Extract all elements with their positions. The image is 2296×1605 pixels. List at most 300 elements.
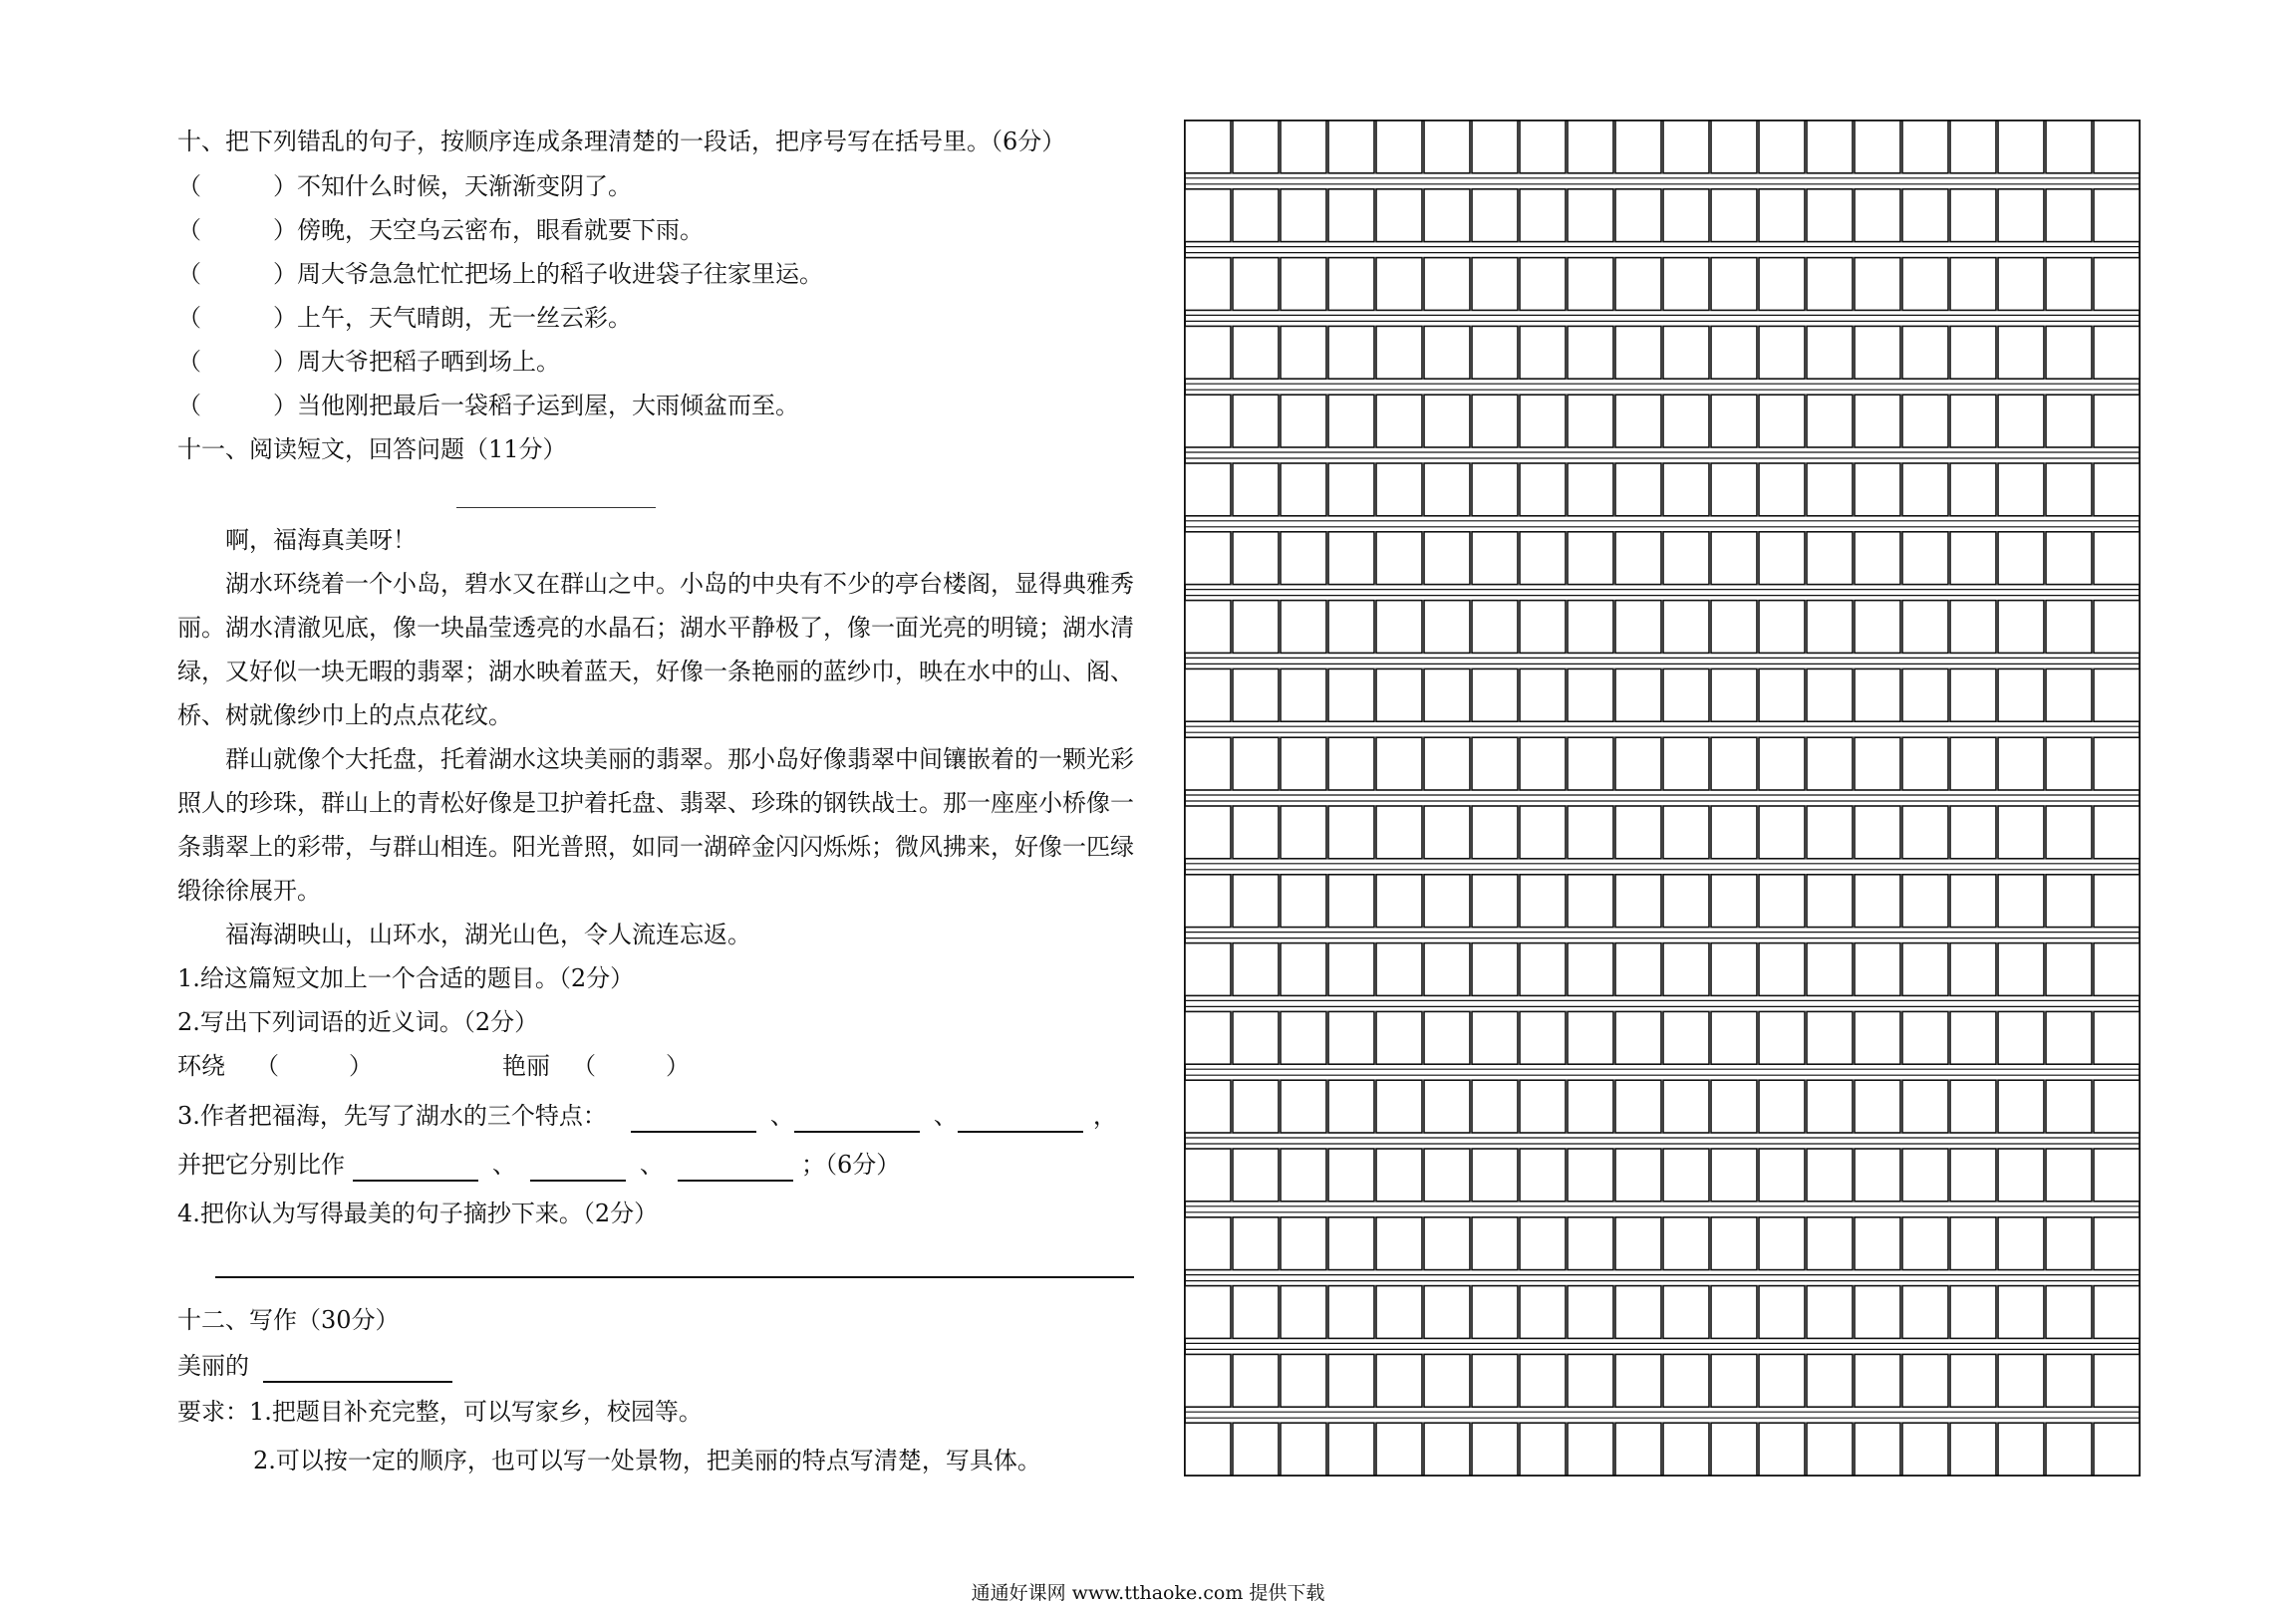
grid-cell: [1807, 1354, 1853, 1407]
grid-cell: [1185, 1011, 1231, 1064]
passage-paragraph-4: 福海湖映山，山环水，湖光山色，令人流连忘返。: [225, 921, 751, 948]
grid-cell: [1185, 326, 1231, 379]
section11-heading: 十一、阅读短文，回答问题（11分）: [177, 435, 567, 463]
grid-cell: [1759, 1011, 1805, 1064]
grid-cell: [1615, 875, 1661, 928]
grid-cell: [2046, 1217, 2092, 1270]
grid-cell: [1520, 258, 1566, 311]
grid-row: [1185, 875, 2140, 928]
grid-row: [1185, 806, 2140, 859]
grid-cell: [1281, 737, 1326, 790]
grid-cell: [1472, 943, 1518, 996]
grid-cell: [1902, 1149, 1948, 1202]
grid-cell: [1759, 395, 1805, 447]
grid-cell: [1233, 326, 1279, 379]
grid-cell: [1615, 1423, 1661, 1475]
grid-cell: [1520, 601, 1566, 654]
grid-cell: [1568, 395, 1613, 447]
metaphor-blank-3[interactable]: [678, 1154, 793, 1182]
feature-blank-3[interactable]: [958, 1105, 1083, 1133]
grid-cell: [1855, 1149, 1900, 1202]
grid-cell: [1663, 463, 1709, 516]
grid-cell: [2046, 669, 2092, 721]
grid-cell: [1902, 1080, 1948, 1133]
grid-cell: [1663, 121, 1709, 173]
grid-cell: [2046, 1149, 2092, 1202]
grid-cell: [1233, 121, 1279, 173]
grid-cell: [2046, 463, 2092, 516]
grid-cell: [1855, 463, 1900, 516]
grid-cell: [1568, 463, 1613, 516]
grid-cell: [1759, 326, 1805, 379]
grid-row: [1185, 1011, 2140, 1064]
grid-cell: [1328, 1149, 1374, 1202]
grid-cell: [1902, 806, 1948, 859]
grid-cell: [2046, 943, 2092, 996]
grid-cell: [1328, 1080, 1374, 1133]
grid-cell: [1902, 1011, 1948, 1064]
grid-cell: [1568, 1354, 1613, 1407]
grid-cell: [1424, 189, 1470, 242]
grid-cell: [1615, 601, 1661, 654]
grid-cell: [1376, 1423, 1422, 1475]
grid-cell: [1233, 1286, 1279, 1339]
grid-cell: [1233, 601, 1279, 654]
grid-cell: [1615, 1217, 1661, 1270]
grid-cell: [1615, 806, 1661, 859]
grid-cell: [1998, 121, 2044, 173]
feature-blank-2[interactable]: [794, 1105, 920, 1133]
grid-cell: [1759, 943, 1805, 996]
grid-cell: [1520, 1217, 1566, 1270]
grid-cell: [1615, 326, 1661, 379]
grid-cell: [1615, 532, 1661, 585]
grid-cell: [1998, 1217, 2044, 1270]
grid-cell: [1615, 1011, 1661, 1064]
grid-cell: [2094, 326, 2140, 379]
grid-cell: [2046, 1354, 2092, 1407]
grid-cell: [1472, 121, 1518, 173]
grid-cell: [1663, 258, 1709, 311]
passage-paragraph-3: 群山就像个大托盘，托着湖水这块美丽的翡翠。那小岛好像翡翠中间镶嵌着的一颗光彩照人的珍珠，群山上的青松好像是卫护着托盘、翡翠、珍珠的钢铁战士。那一座座小桥像一条翡翠上的彩带，与群山相连。阳光普照，如同一湖碎金闪闪烁烁；微风拂来，好像一匹绿缎徐徐展开。: [177, 745, 1134, 905]
grid-cell: [1281, 1354, 1326, 1407]
grid-cell: [1855, 326, 1900, 379]
writing-requirement-1: 要求：1.把题目补充完整，可以写家乡，校园等。: [177, 1398, 703, 1426]
grid-cell: [1807, 1286, 1853, 1339]
grid-cell: [1855, 532, 1900, 585]
grid-cell: [1902, 943, 1948, 996]
question-3-line-2: 并把它分别比作 、 、 ；（6分）: [177, 1148, 900, 1182]
grid-cell: [1424, 1149, 1470, 1202]
grid-cell: [1424, 943, 1470, 996]
grid-cell: [2094, 395, 2140, 447]
grid-cell: [1281, 1011, 1326, 1064]
grid-cell: [1950, 806, 1996, 859]
grid-cell: [1568, 189, 1613, 242]
metaphor-blank-2[interactable]: [530, 1154, 626, 1182]
grid-cell: [1472, 875, 1518, 928]
grid-cell: [1520, 1423, 1566, 1475]
grid-cell: [1472, 1149, 1518, 1202]
grid-cell: [1424, 601, 1470, 654]
grid-cell: [1998, 1423, 2044, 1475]
grid-cell: [2094, 463, 2140, 516]
grid-cell: [1568, 258, 1613, 311]
grid-cell: [1759, 737, 1805, 790]
grid-cell: [1807, 121, 1853, 173]
grid-cell: [1711, 875, 1757, 928]
grid-cell: [1328, 121, 1374, 173]
grid-cell: [1424, 1286, 1470, 1339]
grid-cell: [1520, 326, 1566, 379]
grid-cell: [1185, 669, 1231, 721]
grid-cell: [1376, 737, 1422, 790]
grid-cell: [2094, 737, 2140, 790]
grid-cell: [1855, 1080, 1900, 1133]
grid-cell: [1902, 1217, 1948, 1270]
grid-cell: [1711, 1080, 1757, 1133]
grid-cell: [1520, 1011, 1566, 1064]
grid-cell: [2046, 395, 2092, 447]
topic-blank[interactable]: [263, 1355, 452, 1383]
grid-cell: [1376, 395, 1422, 447]
grid-cell: [1950, 1149, 1996, 1202]
grid-cell: [1328, 1217, 1374, 1270]
grid-cell: [1711, 1011, 1757, 1064]
grid-cell: [1328, 601, 1374, 654]
grid-cell: [1807, 326, 1853, 379]
grid-cell: [1759, 875, 1805, 928]
grid-cell: [1950, 1286, 1996, 1339]
grid-cell: [1807, 806, 1853, 859]
grid-cell: [1568, 875, 1613, 928]
grid-cell: [1520, 737, 1566, 790]
grid-cell: [1759, 1286, 1805, 1339]
grid-cell: [1663, 669, 1709, 721]
grid-cell: [1950, 1354, 1996, 1407]
grid-cell: [1424, 1011, 1470, 1064]
grid-cell: [1855, 395, 1900, 447]
grid-cell: [1950, 1423, 1996, 1475]
grid-cell: [1520, 1286, 1566, 1339]
grid-cell: [1185, 601, 1231, 654]
grid-cell: [1759, 121, 1805, 173]
grid-cell: [1185, 395, 1231, 447]
grid-cell: [1950, 121, 1996, 173]
grid-cell: [1759, 1080, 1805, 1133]
grid-cell: [1663, 395, 1709, 447]
grid-cell: [1568, 1286, 1613, 1339]
grid-cell: [2094, 669, 2140, 721]
grid-cell: [1424, 806, 1470, 859]
grid-cell: [1711, 326, 1757, 379]
grid-cell: [1424, 395, 1470, 447]
grid-cell: [1376, 463, 1422, 516]
grid-cell: [1281, 601, 1326, 654]
grid-cell: [1615, 669, 1661, 721]
grid-cell: [1759, 1423, 1805, 1475]
grid-cell: [1950, 258, 1996, 311]
metaphor-blank-1[interactable]: [353, 1154, 478, 1182]
grid-cell: [1663, 943, 1709, 996]
grid-cell: [1950, 189, 1996, 242]
grid-cell: [1711, 943, 1757, 996]
grid-cell: [1233, 1423, 1279, 1475]
grid-cell: [1376, 326, 1422, 379]
grid-cell: [1711, 1286, 1757, 1339]
grid-cell: [1472, 1286, 1518, 1339]
question-3-line-1: 3.作者把福海，先写了湖水的三个特点： 、 、 ，: [177, 1099, 1117, 1133]
grid-cell: [1472, 601, 1518, 654]
grid-cell: [1281, 258, 1326, 311]
grid-cell: [1233, 1011, 1279, 1064]
grid-cell: [1376, 669, 1422, 721]
grid-cell: [2046, 532, 2092, 585]
grid-cell: [1902, 669, 1948, 721]
writing-topic: 美丽的: [177, 1349, 452, 1383]
grid-cell: [1281, 121, 1326, 173]
grid-cell: [1998, 326, 2044, 379]
grid-cell: [1376, 258, 1422, 311]
question-4-answer-line[interactable]: [215, 1276, 1134, 1278]
grid-row: [1185, 601, 2140, 654]
grid-cell: [1615, 1286, 1661, 1339]
grid-cell: [1520, 1080, 1566, 1133]
grid-cell: [1663, 1011, 1709, 1064]
grid-cell: [1520, 806, 1566, 859]
grid-cell: [1950, 737, 1996, 790]
grid-cell: [1759, 1149, 1805, 1202]
grid-cell: [1424, 463, 1470, 516]
grid-cell: [1233, 463, 1279, 516]
grid-cell: [1711, 737, 1757, 790]
grid-cell: [1520, 1354, 1566, 1407]
grid-cell: [1281, 189, 1326, 242]
grid-cell: [1807, 1149, 1853, 1202]
order-item-2: （ ）傍晚，天空乌云密布，眼看就要下雨。: [177, 216, 704, 244]
grid-cell: [1328, 1423, 1374, 1475]
grid-cell: [1520, 189, 1566, 242]
grid-cell: [1281, 1149, 1326, 1202]
grid-cell: [2046, 875, 2092, 928]
grid-cell: [1711, 189, 1757, 242]
grid-cell: [1520, 463, 1566, 516]
grid-cell: [1902, 258, 1948, 311]
grid-cell: [1950, 395, 1996, 447]
grid-cell: [1328, 189, 1374, 242]
grid-cell: [2094, 1423, 2140, 1475]
grid-cell: [1568, 1080, 1613, 1133]
grid-cell: [1902, 1423, 1948, 1475]
grid-cell: [1902, 532, 1948, 585]
grid-cell: [1185, 1217, 1231, 1270]
grid-cell: [2094, 1149, 2140, 1202]
grid-cell: [1855, 669, 1900, 721]
grid-cell: [1185, 258, 1231, 311]
grid-row: [1185, 463, 2140, 516]
grid-cell: [1568, 121, 1613, 173]
grid-cell: [1902, 463, 1948, 516]
grid-cell: [1759, 806, 1805, 859]
grid-cell: [1472, 326, 1518, 379]
grid-cell: [1568, 1011, 1613, 1064]
grid-cell: [2094, 532, 2140, 585]
grid-cell: [2094, 258, 2140, 311]
grid-cell: [1185, 1423, 1231, 1475]
grid-cell: [1520, 532, 1566, 585]
grid-cell: [1807, 1423, 1853, 1475]
grid-cell: [1281, 395, 1326, 447]
grid-cell: [1998, 532, 2044, 585]
grid-cell: [1855, 601, 1900, 654]
grid-cell: [1185, 875, 1231, 928]
footer-text: 通通好课网 www.tthaoke.com 提供下载: [971, 1582, 1325, 1604]
grid-cell: [1711, 532, 1757, 585]
grid-cell: [1807, 189, 1853, 242]
grid-cell: [1759, 1354, 1805, 1407]
grid-cell: [2046, 1011, 2092, 1064]
grid-cell: [1855, 1423, 1900, 1475]
grid-cell: [1472, 532, 1518, 585]
grid-cell: [1663, 1080, 1709, 1133]
grid-cell: [1902, 875, 1948, 928]
grid-row: [1185, 1080, 2140, 1133]
grid-cell: [1233, 806, 1279, 859]
grid-cell: [1424, 1423, 1470, 1475]
grid-cell: [1472, 1423, 1518, 1475]
grid-cell: [1759, 189, 1805, 242]
grid-cell: [1472, 806, 1518, 859]
grid-cell: [2094, 1217, 2140, 1270]
grid-row: [1185, 1149, 2140, 1202]
grid-cell: [1233, 1149, 1279, 1202]
grid-cell: [1950, 1011, 1996, 1064]
grid-cell: [1328, 258, 1374, 311]
grid-cell: [1759, 601, 1805, 654]
grid-cell: [1424, 532, 1470, 585]
grid-cell: [1615, 737, 1661, 790]
grid-cell: [1855, 1286, 1900, 1339]
grid-cell: [1998, 669, 2044, 721]
grid-cell: [1472, 463, 1518, 516]
grid-cell: [1711, 1217, 1757, 1270]
grid-cell: [1185, 943, 1231, 996]
grid-cell: [1233, 1354, 1279, 1407]
grid-cell: [1233, 189, 1279, 242]
grid-cell: [1950, 1217, 1996, 1270]
grid-cell: [1472, 1011, 1518, 1064]
grid-cell: [1281, 1423, 1326, 1475]
grid-row: [1185, 943, 2140, 996]
grid-row: [1185, 189, 2140, 242]
grid-cell: [1233, 737, 1279, 790]
grid-cell: [1281, 326, 1326, 379]
grid-cell: [1233, 1217, 1279, 1270]
grid-cell: [1711, 1149, 1757, 1202]
grid-cell: [1663, 806, 1709, 859]
grid-cell: [1328, 532, 1374, 585]
grid-cell: [1472, 395, 1518, 447]
grid-cell: [1472, 1217, 1518, 1270]
grid-cell: [1185, 463, 1231, 516]
grid-cell: [1568, 1423, 1613, 1475]
grid-cell: [2046, 1286, 2092, 1339]
grid-cell: [1568, 943, 1613, 996]
grid-cell: [1711, 121, 1757, 173]
grid-cell: [2046, 258, 2092, 311]
grid-cell: [1950, 326, 1996, 379]
grid-cell: [1376, 1217, 1422, 1270]
grid-cell: [1615, 395, 1661, 447]
grid-cell: [1855, 121, 1900, 173]
grid-cell: [1328, 1011, 1374, 1064]
grid-row: [1185, 532, 2140, 585]
grid-cell: [1424, 669, 1470, 721]
writing-grid[interactable]: [1184, 120, 2141, 1476]
grid-cell: [1281, 1286, 1326, 1339]
grid-cell: [2094, 943, 2140, 996]
passage-paragraph-2: 湖水环绕着一个小岛，碧水又在群山之中。小岛的中央有不少的亭台楼阁，显得典雅秀丽。湖水清澈见底，像一块晶莹透亮的水晶石；湖水平静极了，像一面光亮的明镜；湖水清绿，又好似一块无暇的翡翠；湖水映着蓝天，好像一条艳丽的蓝纱巾，映在水中的山、阁、桥、树就像纱巾上的点点花纹。: [177, 570, 1134, 729]
grid-cell: [1424, 258, 1470, 311]
grid-cell: [1472, 737, 1518, 790]
grid-cell: [1950, 875, 1996, 928]
grid-cell: [1615, 943, 1661, 996]
grid-cell: [1424, 121, 1470, 173]
grid-cell: [2094, 121, 2140, 173]
grid-cell: [1424, 1354, 1470, 1407]
grid-cell: [1520, 943, 1566, 996]
grid-cell: [1711, 806, 1757, 859]
grid-cell: [1281, 532, 1326, 585]
order-item-5: （ ）周大爷把稻子晒到场上。: [177, 348, 560, 376]
grid-row: [1185, 1286, 2140, 1339]
question-4: 4.把你认为写得最美的句子摘抄下来。（2分）: [177, 1200, 659, 1227]
grid-cell: [1902, 121, 1948, 173]
grid-cell: [2046, 189, 2092, 242]
grid-cell: [1663, 189, 1709, 242]
grid-cell: [2046, 121, 2092, 173]
grid-cell: [1998, 601, 2044, 654]
grid-row: [1185, 395, 2140, 447]
grid-cell: [1568, 737, 1613, 790]
feature-blank-1[interactable]: [631, 1105, 756, 1133]
grid-cell: [1281, 1217, 1326, 1270]
grid-cell: [2046, 1423, 2092, 1475]
grid-cell: [1855, 1354, 1900, 1407]
grid-cell: [1807, 1080, 1853, 1133]
grid-cell: [1807, 1217, 1853, 1270]
grid-cell: [1998, 806, 2044, 859]
grid-cell: [1807, 601, 1853, 654]
grid-cell: [1855, 737, 1900, 790]
grid-cell: [1520, 669, 1566, 721]
grid-cell: [1663, 1149, 1709, 1202]
grid-cell: [1520, 1149, 1566, 1202]
grid-cell: [1950, 943, 1996, 996]
grid-cell: [1568, 601, 1613, 654]
grid-cell: [1376, 1011, 1422, 1064]
grid-cell: [1328, 737, 1374, 790]
grid-cell: [1472, 1080, 1518, 1133]
order-item-1: （ ）不知什么时候，天渐渐变阴了。: [177, 172, 632, 200]
grid-cell: [1472, 669, 1518, 721]
grid-cell: [1807, 669, 1853, 721]
grid-cell: [1950, 463, 1996, 516]
grid-cell: [2046, 737, 2092, 790]
grid-cell: [1472, 1354, 1518, 1407]
grid-cell: [1520, 395, 1566, 447]
grid-cell: [1376, 121, 1422, 173]
